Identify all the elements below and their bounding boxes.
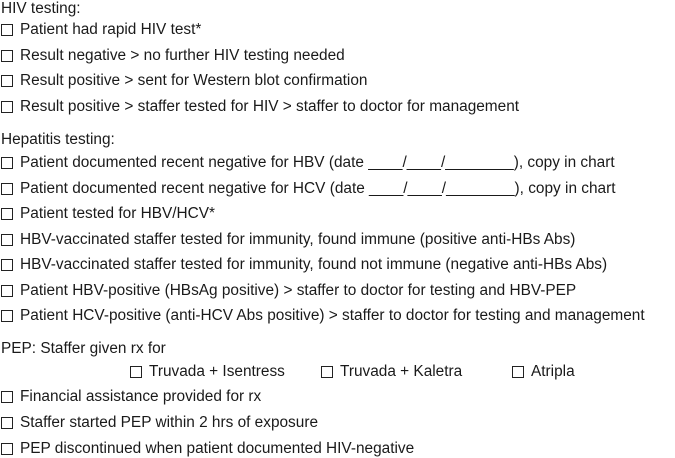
hiv-item-result-negative[interactable] <box>1 47 345 65</box>
hep-item-hbv-documented-negative[interactable] <box>1 154 615 172</box>
checkbox-label: Patient had rapid HIV test* <box>20 21 202 38</box>
pep-option-truvada-isentress[interactable] <box>130 363 285 381</box>
checkbox[interactable] <box>130 366 142 378</box>
pep-item-financial-assistance[interactable] <box>1 388 261 406</box>
hiv-item-result-positive-staffer-tested[interactable] <box>1 98 519 116</box>
hepatitis-testing-heading: Hepatitis testing: <box>1 131 115 148</box>
pep-item-discontinued[interactable] <box>1 440 414 458</box>
checkbox-label: Patient HCV-positive (anti-HCV Abs positive) > staffer to doctor for testing and management <box>20 307 645 324</box>
checkbox-label: HBV-vaccinated staffer tested for immunity, found immune (positive anti-HBs Abs) <box>20 231 576 248</box>
hiv-testing-heading: HIV testing: <box>1 0 81 17</box>
hep-item-staffer-not-immune[interactable] <box>1 256 607 274</box>
checkbox[interactable] <box>512 366 524 378</box>
pep-heading: PEP: Staffer given rx for <box>1 340 166 357</box>
hiv-item-result-positive-western-blot[interactable] <box>1 72 367 90</box>
checkbox[interactable] <box>1 183 13 195</box>
checkbox-label: Result positive > sent for Western blot confirmation <box>20 72 368 89</box>
checkbox-label: Result positive > staffer tested for HIV > staffer to doctor for management <box>20 98 520 115</box>
checkbox[interactable] <box>321 366 333 378</box>
hep-item-staffer-immune[interactable] <box>1 231 575 249</box>
hep-item-hcv-documented-negative[interactable] <box>1 180 616 198</box>
checkbox[interactable] <box>1 310 13 322</box>
checkbox-label: Result negative > no further HIV testing needed <box>20 47 345 64</box>
checkbox-label: Patient documented recent negative for HCV (date ____/____/________), copy in chart <box>20 180 616 197</box>
checkbox[interactable] <box>1 443 13 455</box>
checkbox[interactable] <box>1 208 13 220</box>
checkbox-label: Patient tested for HBV/HCV* <box>20 205 216 222</box>
hiv-item-rapid-test[interactable] <box>1 21 201 39</box>
checkbox-label: Patient HBV-positive (HBsAg positive) > staffer to doctor for testing and HBV-PEP <box>20 282 577 299</box>
checkbox[interactable] <box>1 234 13 246</box>
checkbox-label: Patient documented recent negative for HBV (date ____/____/________), copy in chart <box>20 154 615 171</box>
pep-item-started-within-2hrs[interactable] <box>1 414 318 432</box>
pep-option-atripla[interactable] <box>512 363 575 381</box>
checkbox-label: Truvada + Kaletra <box>340 363 463 380</box>
checkbox-label: Financial assistance provided for rx <box>20 388 262 405</box>
checkbox[interactable] <box>1 259 13 271</box>
checkbox[interactable] <box>1 285 13 297</box>
checkbox[interactable] <box>1 157 13 169</box>
checkbox[interactable] <box>1 101 13 113</box>
checkbox-label: Atripla <box>531 363 575 380</box>
checkbox-label: Truvada + Isentress <box>149 363 285 380</box>
checkbox[interactable] <box>1 75 13 87</box>
hep-item-patient-hcv-positive[interactable] <box>1 307 645 325</box>
checkbox-label: Staffer started PEP within 2 hrs of exposure <box>20 414 318 431</box>
checkbox[interactable] <box>1 50 13 62</box>
hep-item-patient-hbv-positive[interactable] <box>1 282 576 300</box>
checkbox[interactable] <box>1 417 13 429</box>
checkbox[interactable] <box>1 24 13 36</box>
checkbox-label: PEP discontinued when patient documented HIV-negative <box>20 440 415 457</box>
pep-option-truvada-kaletra[interactable] <box>321 363 462 381</box>
hep-item-patient-tested[interactable] <box>1 205 215 223</box>
checkbox-label: HBV-vaccinated staffer tested for immunity, found not immune (negative anti-HBs Abs) <box>20 256 608 273</box>
checkbox[interactable] <box>1 391 13 403</box>
